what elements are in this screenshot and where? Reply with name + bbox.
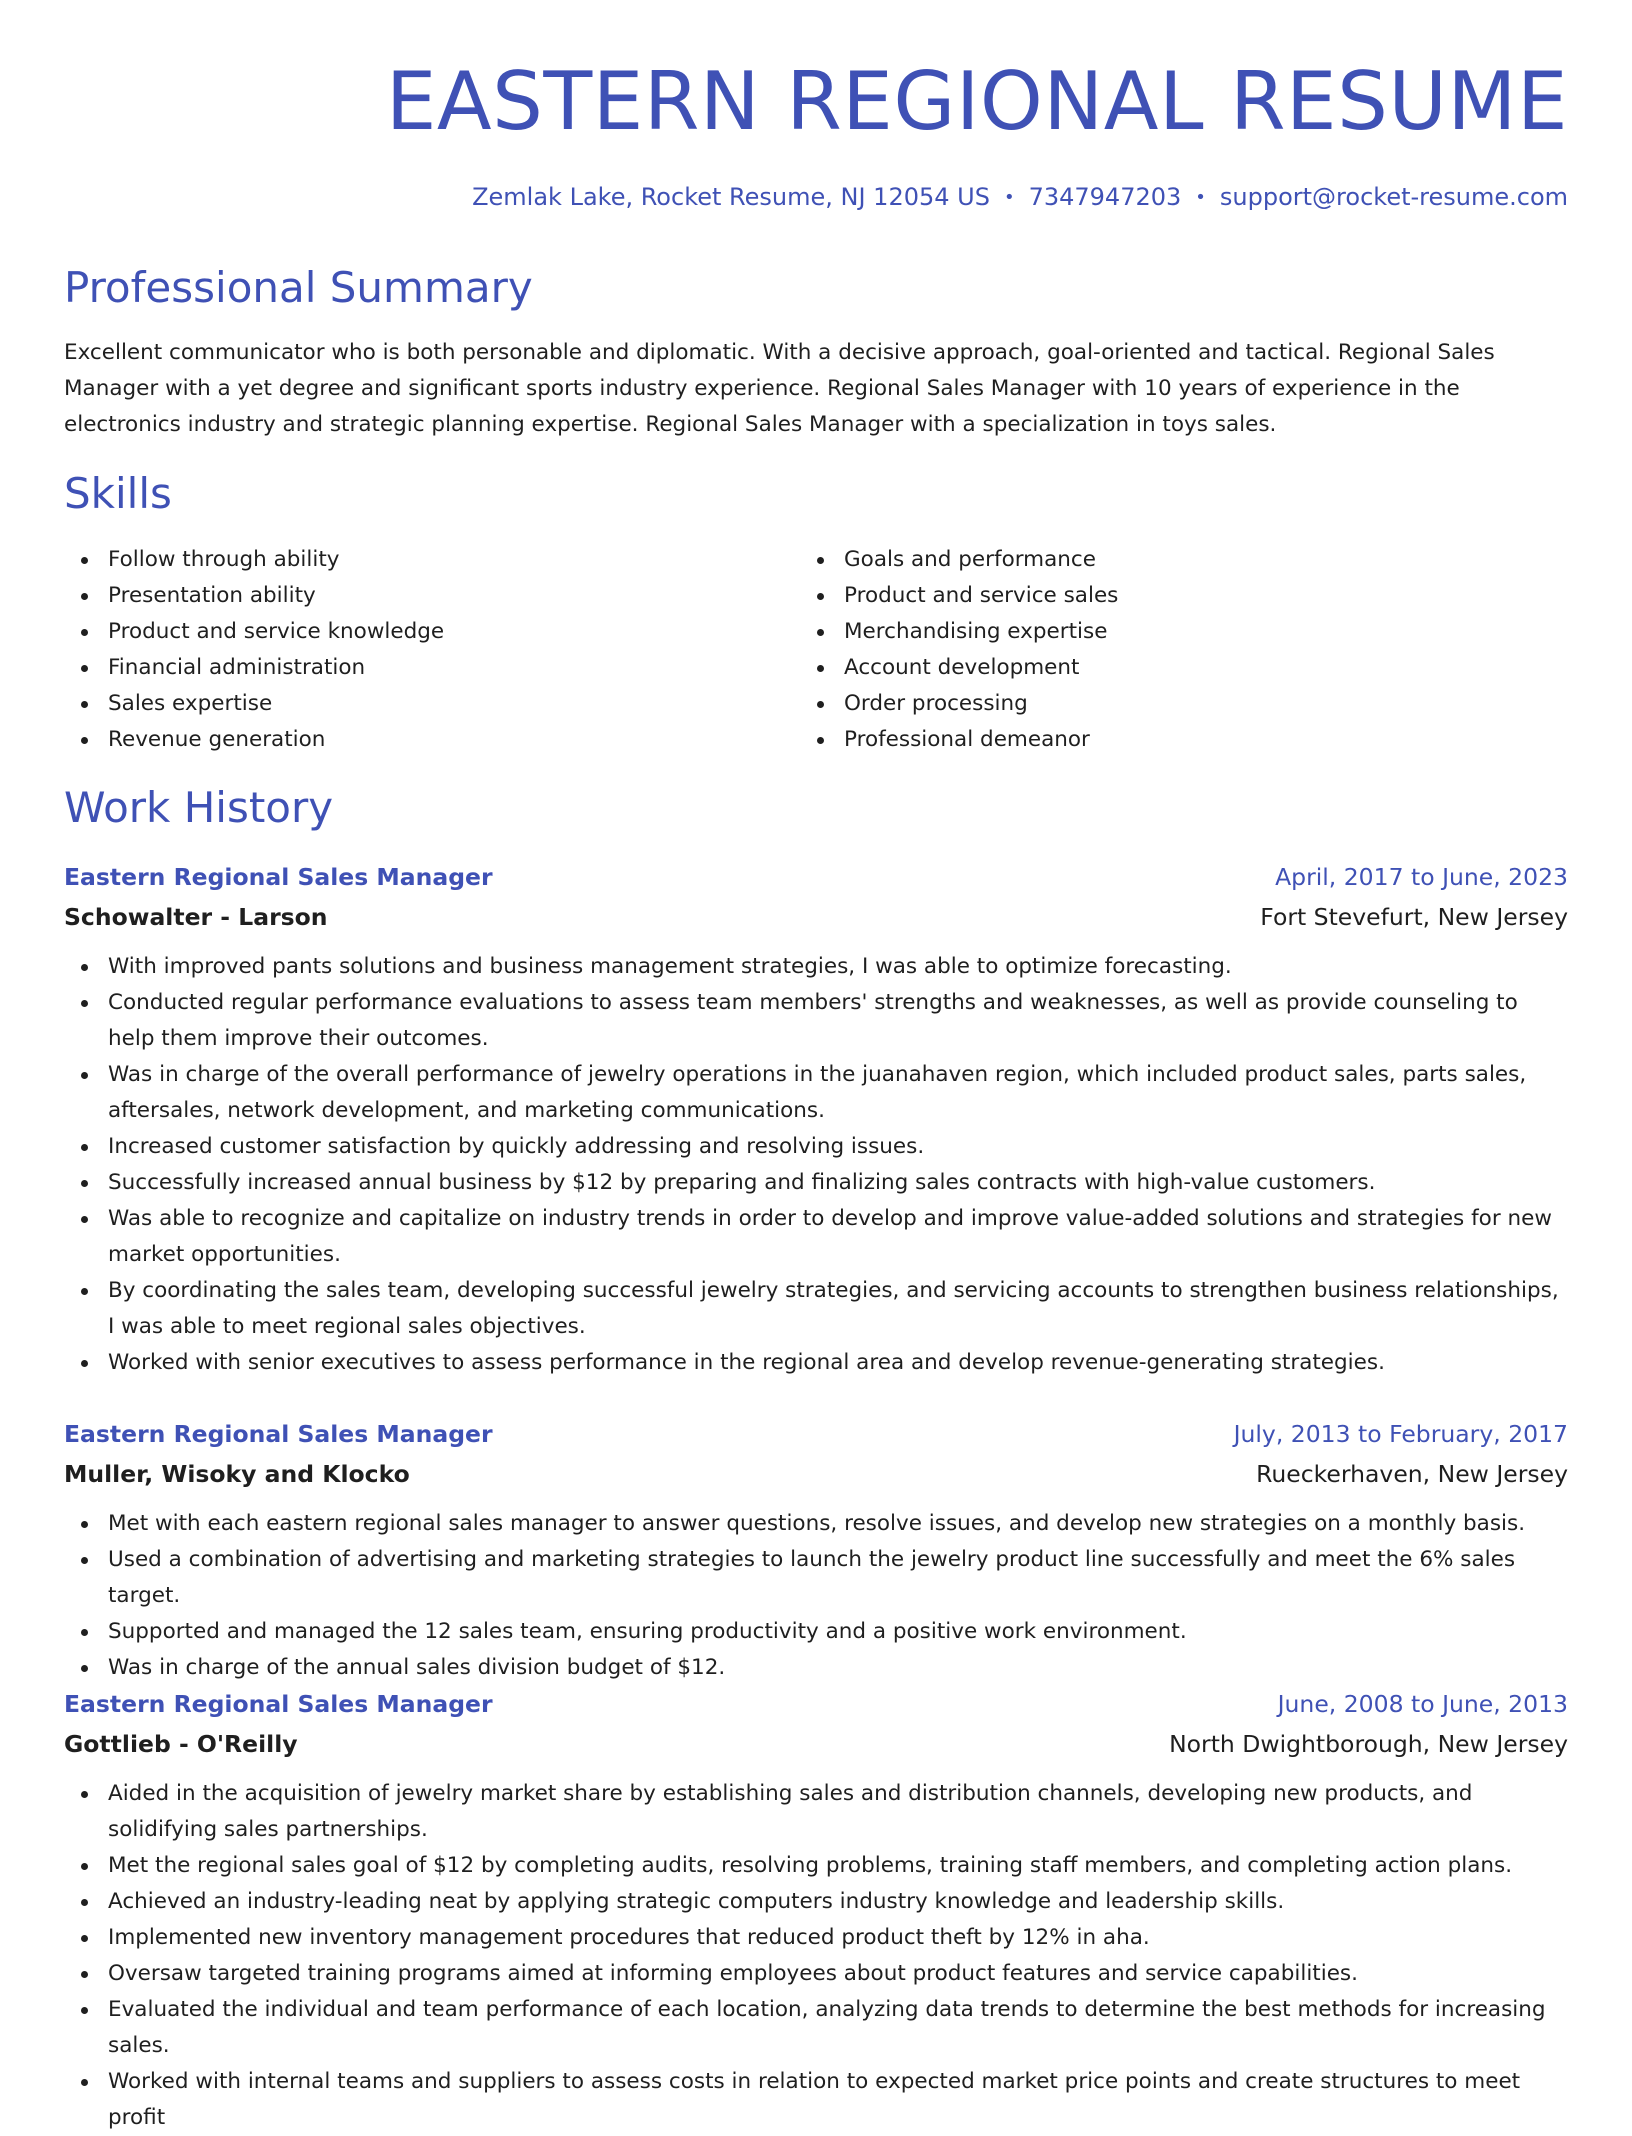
job-location: Rueckerhaven, New Jersey [1256, 1460, 1568, 1488]
job-bullet: Was in charge of the annual sales division budget of $12. [64, 1650, 1568, 1686]
job-bullet: Increased customer satisfaction by quickly addressing and resolving issues. [64, 1129, 1568, 1165]
job-company: Schowalter - Larson [64, 903, 328, 931]
resume-title: EASTERN REGIONAL RESUME [385, 55, 1568, 148]
job-header-row [64, 1414, 1568, 1454]
skill-item: Product and service knowledge [64, 614, 764, 650]
contact-phone: 7347947203 [1028, 183, 1182, 211]
job-header-row [64, 1684, 1568, 1724]
job-bullet: Achieved an industry-leading neat by applying strategic computers industry knowledge and leadership skills. [64, 1884, 1568, 1920]
skills-list-right [800, 542, 1500, 758]
job-bullet: Aided in the acquisition of jewelry market share by establishing sales and distribution channels, developing new products, and solidifying sales partnerships. [64, 1776, 1568, 1848]
job-company-row [64, 897, 1568, 937]
job-bullet-list [64, 1776, 1568, 2136]
skill-item: Professional demeanor [800, 722, 1500, 758]
job-location: North Dwightborough, New Jersey [1169, 1730, 1568, 1758]
job-bullet: Met the regional sales goal of $12 by completing audits, resolving problems, training staff members, and completing action plans. [64, 1848, 1568, 1884]
job-company: Muller, Wisoky and Klocko [64, 1460, 410, 1488]
job-company-row [64, 1454, 1568, 1494]
contact-separator: • [1003, 187, 1015, 208]
skill-item: Order processing [800, 686, 1500, 722]
job-bullet: With improved pants solutions and business management strategies, I was able to optimize forecasting. [64, 949, 1568, 985]
skill-item: Sales expertise [64, 686, 764, 722]
job-bullet: Conducted regular performance evaluations to assess team members' strengths and weaknesses, as well as provide counseling to help them improve their outcomes. [64, 985, 1568, 1057]
skills-list-left [64, 542, 764, 758]
job-title: Eastern Regional Sales Manager [64, 863, 493, 891]
skill-item: Revenue generation [64, 722, 764, 758]
skill-item: Financial administration [64, 650, 764, 686]
job-bullet: Worked with internal teams and suppliers to assess costs in relation to expected market price points and create structures to meet profit [64, 2064, 1568, 2136]
job-bullet: Supported and managed the 12 sales team, ensuring productivity and a positive work environment. [64, 1614, 1568, 1650]
job-dates: April, 2017 to June, 2023 [1275, 863, 1568, 891]
job-bullet: Was able to recognize and capitalize on industry trends in order to develop and improve value-added solutions and strategies for new market opportunities. [64, 1201, 1568, 1273]
job-title: Eastern Regional Sales Manager [64, 1690, 493, 1718]
skill-item: Goals and performance [800, 542, 1500, 578]
job-location: Fort Stevefurt, New Jersey [1260, 903, 1568, 931]
job-bullet-list [64, 1506, 1568, 1686]
job-bullet: Worked with senior executives to assess performance in the regional area and develop revenue-generating strategies. [64, 1345, 1568, 1381]
job-company-row [64, 1724, 1568, 1764]
summary-heading: Professional Summary [64, 263, 533, 312]
contact-line [472, 180, 1568, 215]
job-entry [64, 1414, 1568, 1686]
job-bullet-list [64, 949, 1568, 1381]
skill-item: Product and service sales [800, 578, 1500, 614]
job-bullet: Successfully increased annual business by $12 by preparing and finalizing sales contracts with high-value customers. [64, 1165, 1568, 1201]
job-bullet: Used a combination of advertising and marketing strategies to launch the jewelry product line successfully and meet the 6% sales target. [64, 1542, 1568, 1614]
contact-address: Zemlak Lake, Rocket Resume, NJ 12054 US [472, 183, 990, 211]
skill-item: Merchandising expertise [800, 614, 1500, 650]
skill-item: Follow through ability [64, 542, 764, 578]
work-history-heading: Work History [64, 783, 334, 832]
skill-item: Account development [800, 650, 1500, 686]
job-dates: June, 2008 to June, 2013 [1277, 1690, 1568, 1718]
job-header-row [64, 857, 1568, 897]
job-bullet: Implemented new inventory management procedures that reduced product theft by 12% in aha. [64, 1920, 1568, 1956]
contact-separator: • [1195, 187, 1206, 208]
contact-email: support@rocket-resume.com [1219, 183, 1568, 211]
job-bullet: Met with each eastern regional sales manager to answer questions, resolve issues, and develop new strategies on a monthly basis. [64, 1506, 1568, 1542]
job-dates: July, 2013 to February, 2017 [1233, 1420, 1568, 1448]
summary-text: Excellent communicator who is both personable and diplomatic. With a decisive approach, goal-oriented and tactical. Regional Sales Manager with a yet degree and significant sports industry experience. Regional Sales Manager with 10 years of experience in the electronics industry and strategic planning expertise. Regional Sales Manager with a specialization in toys sales. [64, 340, 1495, 437]
skills-heading: Skills [64, 469, 172, 518]
job-company: Gottlieb - O'Reilly [64, 1730, 298, 1758]
job-bullet: Oversaw targeted training programs aimed at informing employees about product features and service capabilities. [64, 1956, 1568, 1992]
job-bullet: Evaluated the individual and team performance of each location, analyzing data trends to determine the best methods for increasing sales. [64, 1992, 1568, 2064]
skill-item: Presentation ability [64, 578, 764, 614]
job-bullet: Was in charge of the overall performance of jewelry operations in the juanahaven region, which included product sales, parts sales, aftersales, network development, and marketing communications. [64, 1057, 1568, 1129]
job-title: Eastern Regional Sales Manager [64, 1420, 493, 1448]
job-entry [64, 857, 1568, 1381]
job-entry [64, 1684, 1568, 2136]
job-bullet: By coordinating the sales team, developing successful jewelry strategies, and servicing accounts to strengthen business relationships, I was able to meet regional sales objectives. [64, 1273, 1568, 1345]
